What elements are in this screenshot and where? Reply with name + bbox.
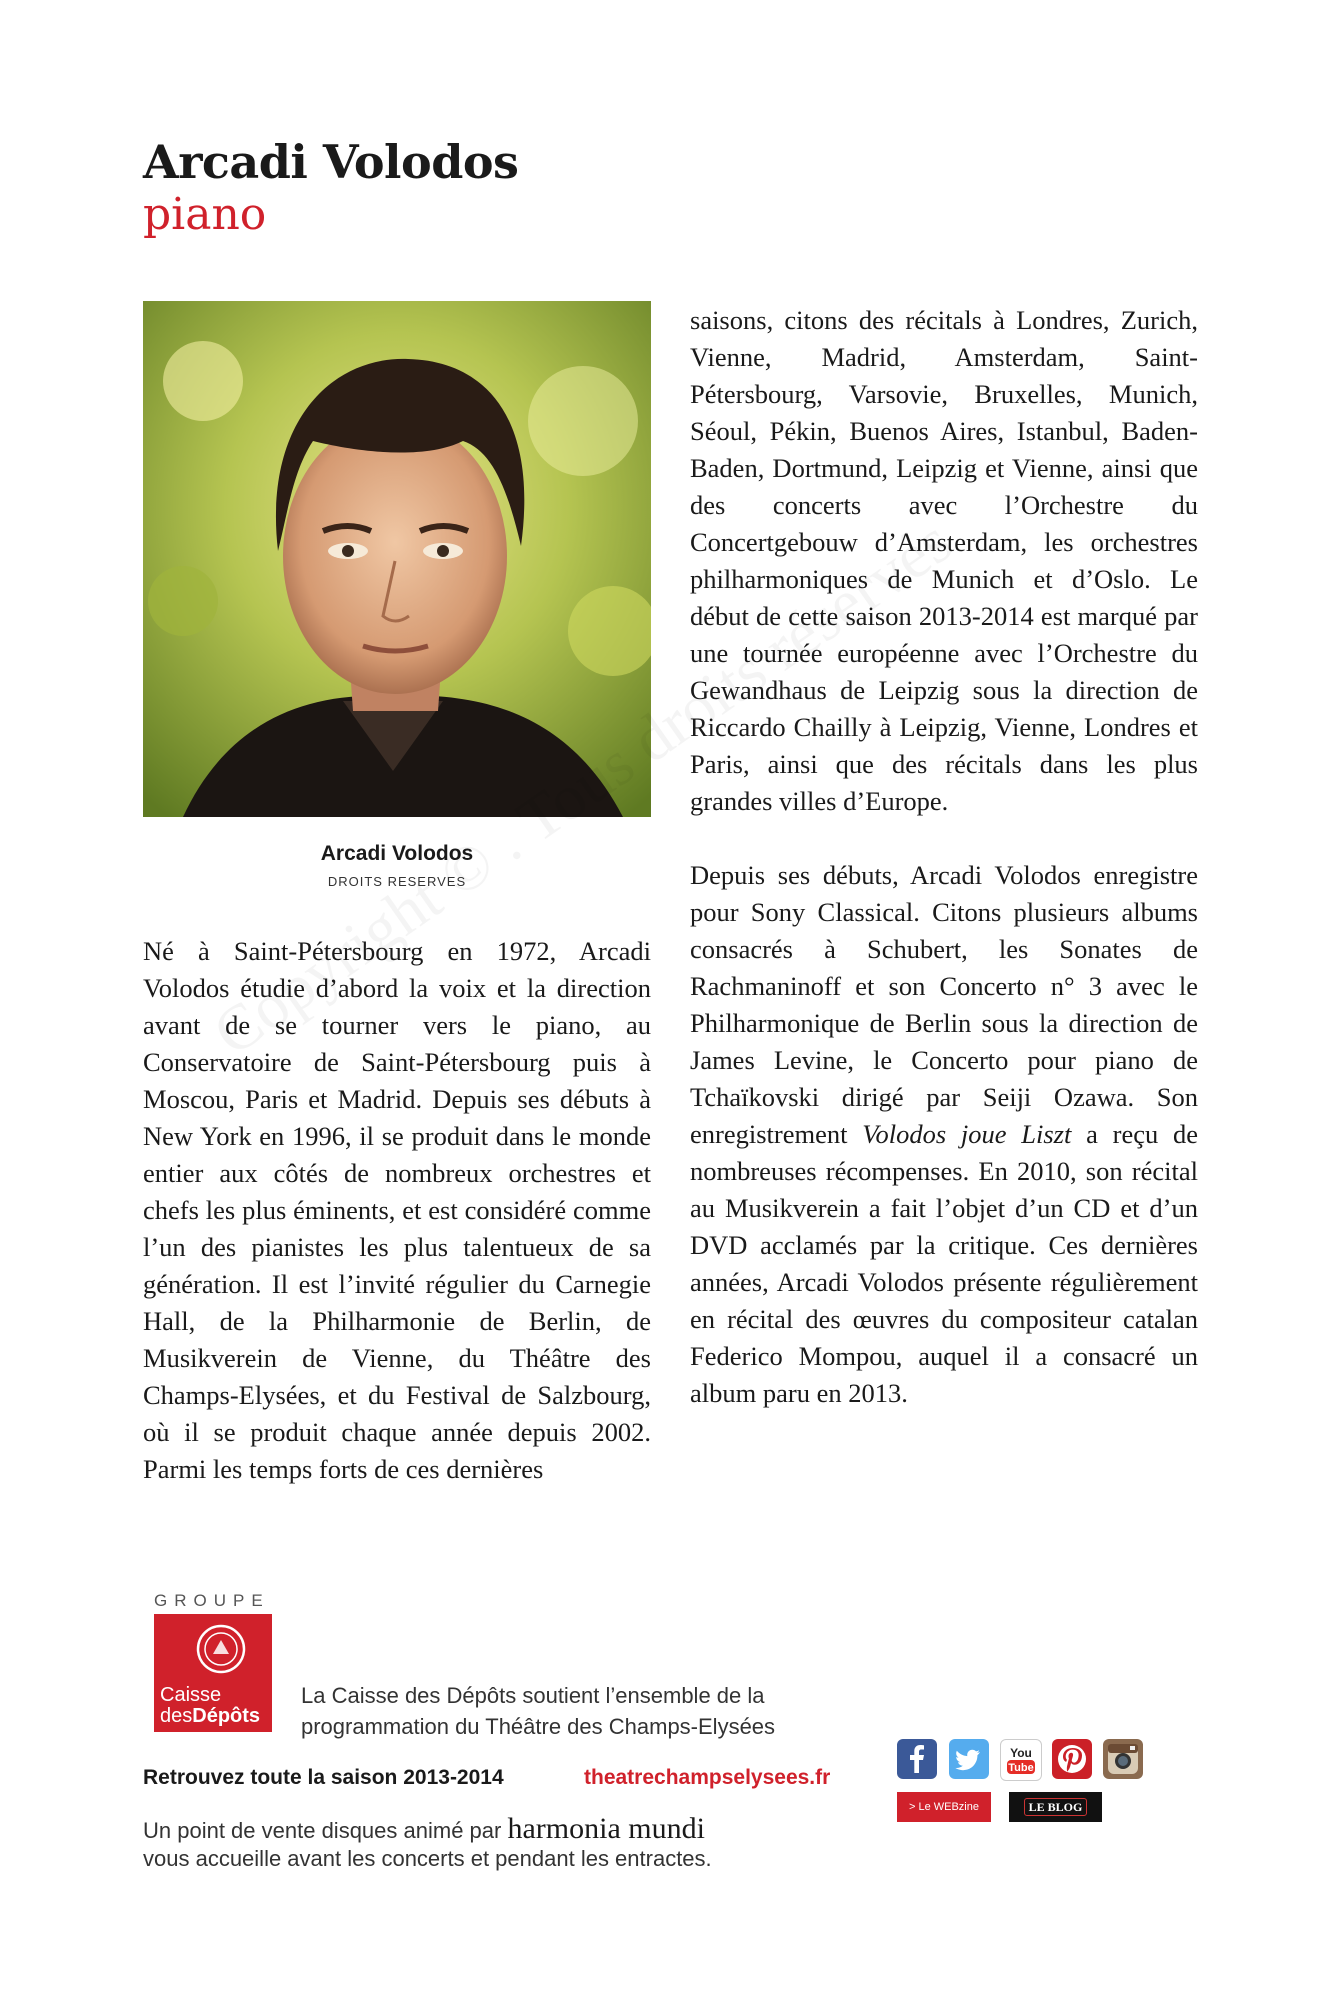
biography-text: a reçu de nombreuses récompenses. En 2010, son récital au Musikverein a fait l’objet d’un CD et d’un DVD acclamés par la critique. Ces dernières années, Arcadi Volodos présente régulièrement en récital des œuvres du compositeur catalan Federico Mompou, auquel il a consacré un album paru en 2013. [690, 1119, 1199, 1408]
seal-icon [196, 1624, 246, 1674]
webzine-button[interactable]: > Le WEBzine [897, 1792, 991, 1822]
support-line-1: La Caisse des Dépôts soutient l’ensemble de la [301, 1683, 765, 1708]
logo-text-des: des [160, 1705, 193, 1727]
youtube-icon[interactable] [1000, 1739, 1042, 1781]
youtube-text-top: You [1010, 1746, 1032, 1760]
artist-photo [143, 301, 651, 817]
blog-button[interactable] [1009, 1792, 1102, 1822]
photo-caption-name: Arcadi Volodos [320, 842, 474, 865]
sponsor-support-text [301, 1680, 775, 1742]
biography-paragraph: saisons, citons des récitals à Londres, Zurich, Vienne, Madrid, Amsterdam, Saint-Pétersbourg, Varsovie, Bruxelles, Munich, Séoul, Pékin, Buenos Aires, Istanbul, Baden-Baden, Dortmund, Leipzig et Vienne, ainsi que des concerts avec l’Orchestre du Concertgebouw d’Amsterdam, les orchestres philharmoniques de Munich et d’Oslo. Le début de cette saison 2013-2014 est marqué par une tournée européenne avec l’Orchestre du Gewandhaus de Leipzig sous la direction de Riccardo Chailly à Leipzig, Vienne, Londres et Paris, ainsi que des récitals dans les plus grandes villes d’Europe. [690, 305, 1198, 816]
pinterest-icon[interactable] [1052, 1739, 1092, 1779]
album-title: Volodos joue Liszt [862, 1119, 1072, 1149]
facebook-icon[interactable] [897, 1739, 937, 1779]
blog-label: LE BLOG [1024, 1798, 1088, 1816]
biography-paragraph: Né à Saint-Pétersbourg en 1972, Arcadi Volodos étudie d’abord la voix et la direction avant de se tourner vers le piano, au Conservatoire de Saint-Pétersbourg puis à Moscou, Paris et Madrid. Depuis ses débuts à New York en 1996, il se produit dans le monde entier aux côtés de nombreux orchestres et chefs les plus éminents, et est considéré comme l’un des pianistes les plus talentueux de sa génération. Il est l’invité régulier du Carnegie Hall, de la Philharmonie de Berlin, de Musikverein de Vienne, du Théâtre des Champs-Elysées, et du Festival de Salzbourg, où il se produit chaque année depuis 2002. Parmi les temps forts de ces dernières [143, 936, 651, 1484]
logo-text-depots [160, 1705, 260, 1727]
biography-right-column [690, 302, 1198, 1412]
biography-paragraph [690, 857, 1198, 1412]
caisse-des-depots-logo[interactable] [154, 1614, 272, 1732]
logo-text-depots-bold: Dépôts [192, 1705, 261, 1727]
youtube-text-bottom: Tube [1008, 1762, 1034, 1774]
instagram-icon[interactable] [1103, 1739, 1143, 1779]
harmonia-mundi-logo: harmonia mundi [507, 1812, 705, 1845]
sponsor-group-label: GROUPE [154, 1591, 270, 1610]
artist-instrument: piano [143, 189, 267, 240]
sales-line-2: vous accueille avant les concerts et pendant les entractes. [143, 1846, 712, 1871]
season-text: Retrouvez toute la saison 2013-2014 [143, 1766, 504, 1789]
twitter-icon[interactable] [949, 1739, 989, 1779]
logo-text-caisse: Caisse [160, 1684, 222, 1706]
biography-left-column [143, 933, 651, 1488]
sales-line-1 [143, 1812, 705, 1846]
support-line-2: programmation du Théâtre des Champs-Elysées [301, 1714, 776, 1739]
artist-name: Arcadi Volodos [143, 135, 519, 189]
photo-caption-credit: DROITS RESERVES [327, 874, 467, 889]
sales-prefix: Un point de vente disques animé par [143, 1818, 502, 1843]
biography-text: Depuis ses débuts, Arcadi Volodos enregistre pour Sony Classical. Citons plusieurs albums consacrés à Schubert, les Sonates de Rachmaninoff et son Concerto n° 3 avec le Philharmonique de Berlin sous la direction de James Levine, le Concerto pour piano de Tchaïkovski dirigé par Seiji Ozawa. Son enregistrement [690, 860, 1198, 1149]
website-link[interactable]: theatrechampselysees.fr [584, 1766, 831, 1789]
